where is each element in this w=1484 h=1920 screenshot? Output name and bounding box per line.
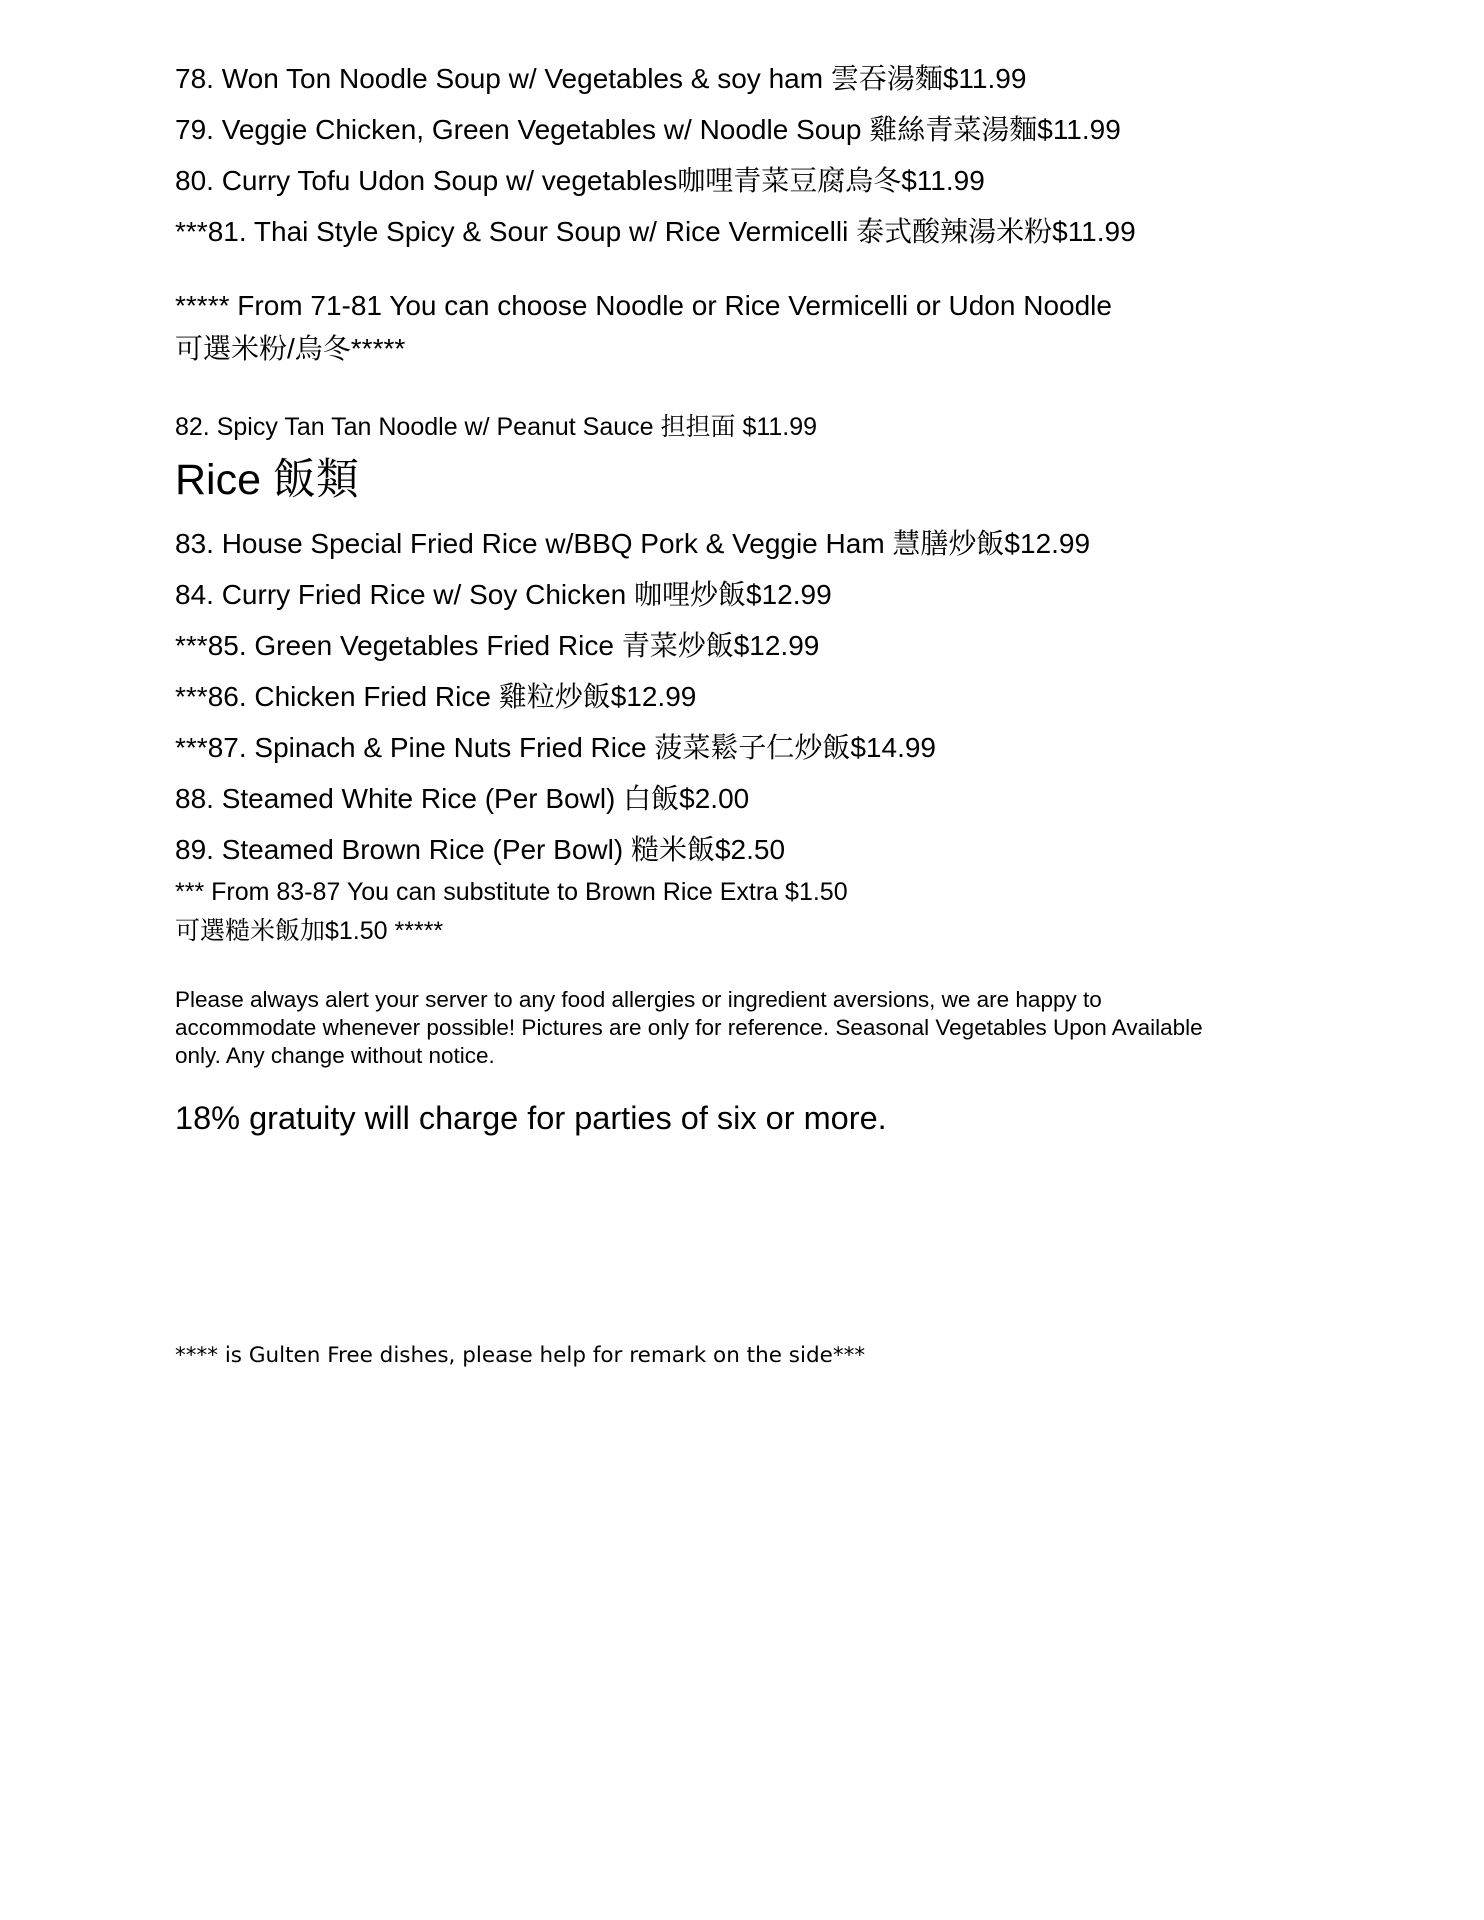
menu-item-86: ***86. Chicken Fried Rice 雞粒炒飯$12.99	[175, 681, 697, 712]
menu-item-87: ***87. Spinach & Pine Nuts Fried Rice 菠菜鬆子仁炒飯$14.99	[175, 732, 936, 763]
menu-item-80: 80. Curry Tofu Udon Soup w/ vegetables咖哩青菜豆腐烏冬$11.99	[175, 165, 985, 196]
menu-item-89: 89. Steamed Brown Rice (Per Bowl) 糙米飯$2.50	[175, 834, 786, 865]
brown-rice-note: *** From 83-87 You can substitute to Brown Rice Extra $1.50	[175, 878, 848, 906]
menu-item-85: ***85. Green Vegetables Fried Rice 青菜炒飯$12.99	[175, 630, 820, 661]
menu-item-82: 82. Spicy Tan Tan Noodle w/ Peanut Sauce 担担面 $11.99	[175, 413, 818, 441]
menu-item-79: 79. Veggie Chicken, Green Vegetables w/ Noodle Soup 雞絲青菜湯麵$11.99	[175, 114, 1121, 145]
menu-item-81: ***81. Thai Style Spicy & Sour Soup w/ Rice Vermicelli 泰式酸辣湯米粉$11.99	[175, 216, 1136, 247]
allergy-note-line-1: Please always alert your server to any food allergies or ingredient aversions, we are happy to	[175, 987, 1102, 1012]
noodle-choice-note-chinese: 可選米粉/烏冬*****	[175, 333, 406, 364]
allergy-note-line-3: only. Any change without notice.	[175, 1043, 495, 1068]
gratuity-note: 18% gratuity will charge for parties of six or more.	[175, 1100, 887, 1136]
menu-item-88: 88. Steamed White Rice (Per Bowl) 白飯$2.00	[175, 783, 750, 814]
menu-item-84: 84. Curry Fried Rice w/ Soy Chicken 咖哩炒飯$12.99	[175, 579, 832, 610]
noodle-choice-note: ***** From 71-81 You can choose Noodle or Rice Vermicelli or Udon Noodle	[175, 290, 1112, 321]
menu-item-83: 83. House Special Fried Rice w/BBQ Pork & Veggie Ham 慧膳炒飯$12.99	[175, 528, 1091, 559]
allergy-note-line-2: accommodate whenever possible! Pictures are only for reference. Seasonal Vegetables Upon Available	[175, 1015, 1203, 1040]
menu-item-78: 78. Won Ton Noodle Soup w/ Vegetables & soy ham 雲吞湯麵$11.99	[175, 63, 1027, 94]
brown-rice-note-chinese: 可選糙米飯加$1.50 *****	[175, 917, 444, 945]
rice-section-heading: Rice 飯類	[175, 456, 359, 504]
gluten-free-note: **** is Gulten Free dishes, please help for remark on the side***	[175, 1343, 866, 1368]
